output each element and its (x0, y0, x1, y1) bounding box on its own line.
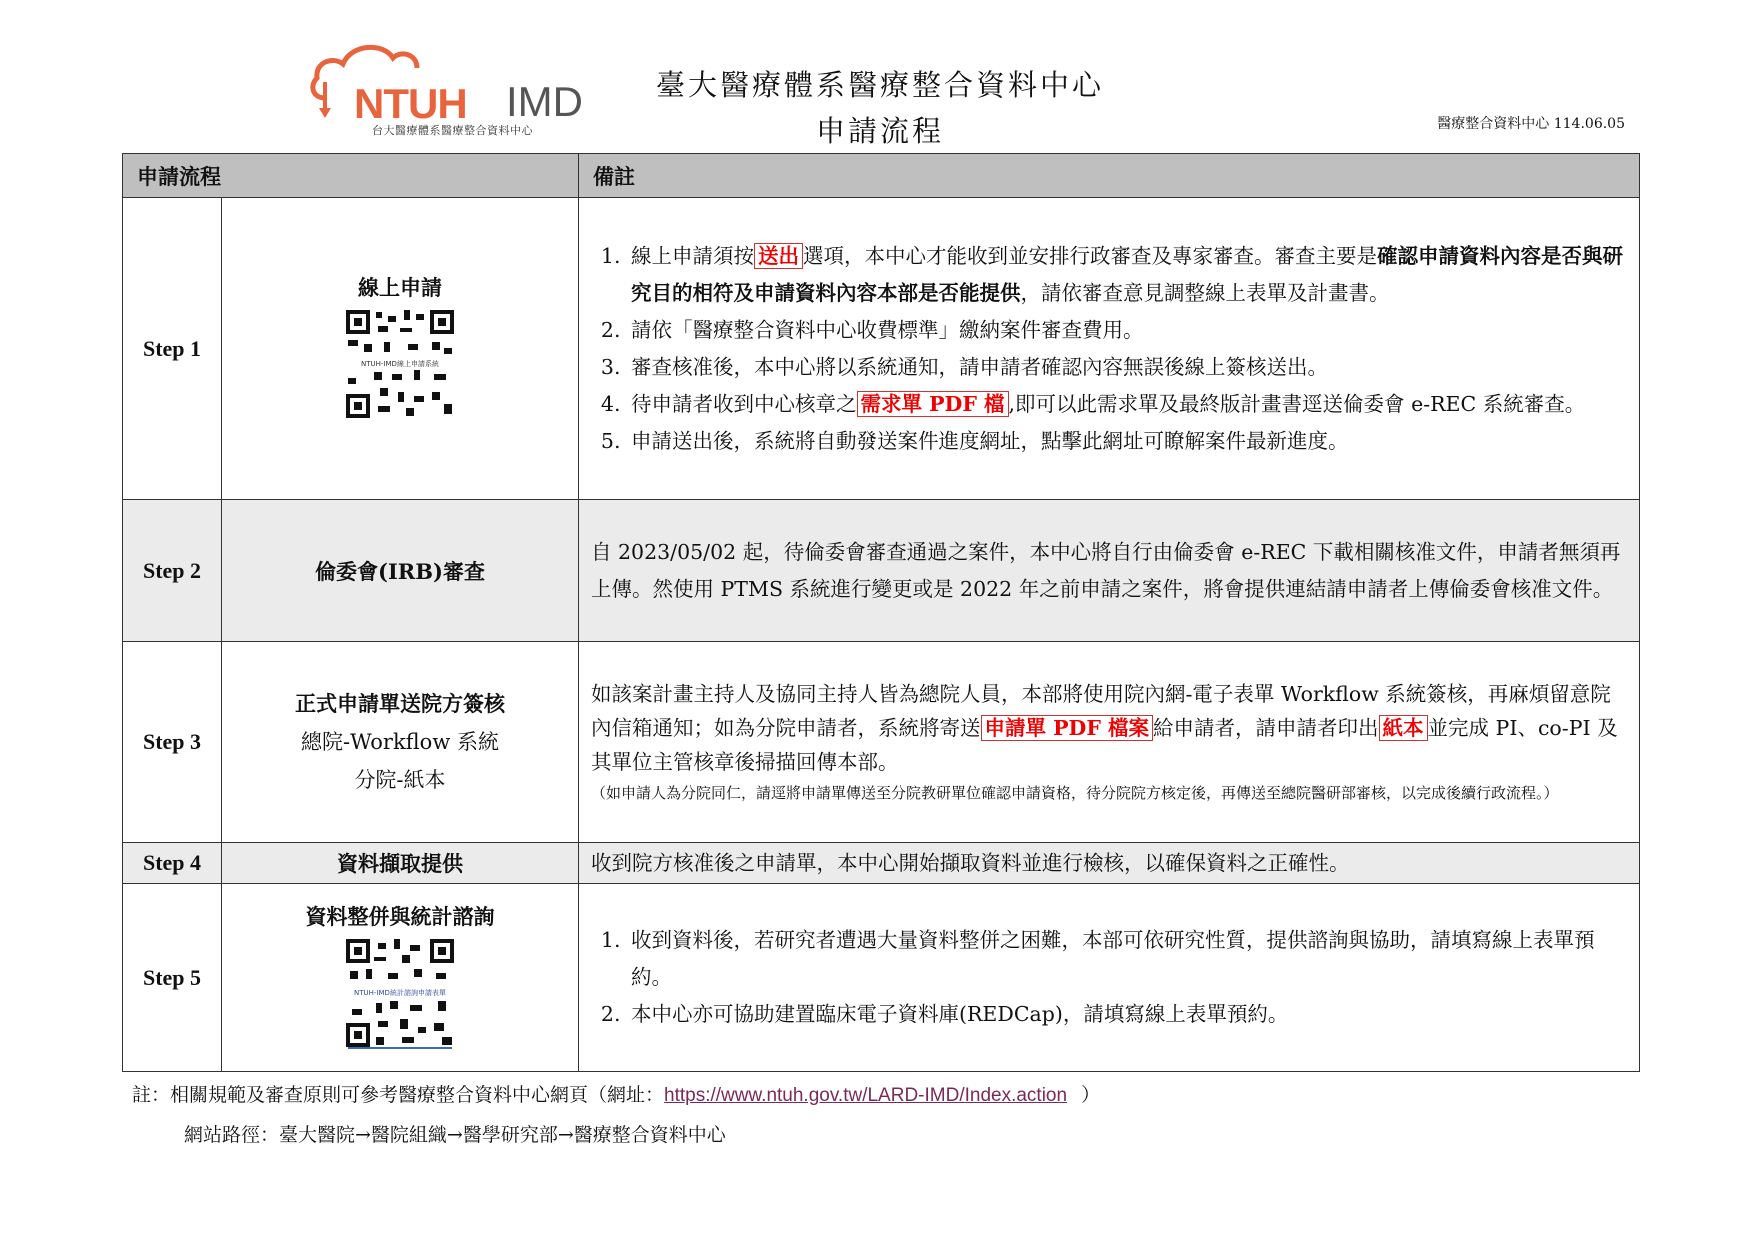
step-notes: 收到院方核准後之申請單，本中心開始擷取資料並進行檢核，以確保資料之正確性。 (579, 843, 1640, 884)
step-label: Step 1 (123, 198, 222, 500)
logo-subtitle: 台大醫療體系醫療整合資料中心 (372, 124, 533, 137)
qr-caption: NTUH-IMD統計諮詢申請表單 (354, 988, 446, 997)
title-line-1: 臺大醫療體系醫療整合資料中心 (655, 68, 1104, 102)
qr-code-icon[interactable] (344, 308, 456, 420)
table-row (123, 500, 1640, 642)
step-notes: 1. 收到資料後，若研究者遭遇大量資料整併之困難，本部可依研究性質，提供諮詢與協助，請填寫線上表單預約。 2. 本中心亦可協助建置臨床電子資料庫(REDCap)，請填寫線上表單預約。 (579, 884, 1640, 1072)
table-row (123, 642, 1640, 843)
step-label: Step 4 (123, 843, 222, 884)
step-sub-1: 總院-Workflow 系統 (301, 730, 499, 754)
step-name: 資料擷取提供 (222, 843, 579, 884)
highlight-submit: 送出 (754, 243, 803, 269)
step-name-cell (222, 642, 579, 843)
step-name: 資料整併與統計諮詢 (305, 903, 495, 929)
highlight-pdf: 需求單 PDF 檔 (857, 391, 1009, 417)
step-name: 倫委會(IRB)審查 (222, 500, 579, 642)
title-line-2: 申請流程 (815, 114, 944, 148)
highlight-paper: 紙本 (1379, 715, 1428, 741)
logo-imd: IMD (506, 78, 583, 125)
step-label: Step 2 (123, 500, 222, 642)
table-row (123, 884, 1640, 1072)
step-small-note: （如申請人為分院同仁，請逕將申請單傳送至分院教研單位確認申請資格，待分院院方核定後，再傳送至總院醫研部審核，以完成後續行政流程。） (591, 784, 1559, 802)
footer-site-path: 網站路徑：臺大醫院→醫院組織→醫學研究部→醫療整合資料中心 (184, 1124, 726, 1146)
step-notes: 1. 線上申請須按 送出 選項，本中心才能收到並安排行政審查及專家審查。審查主要是確認申請資料內容是否與研究目的相符及申請資料內容本部是否能提供，請依審查意見調整線上表單及計畫書。 2. 請依「醫療整合資料中心收費標準」繳納案件審查費用。 3. 審查核准後，本中心將以系統通知，請申請者確認內容無誤後線上簽核送出。 4. 待申請者收到中心核章之 需求單 PDF 檔 ,即可以此需求單及最終版計畫書逕送倫委會 e-REC 系統審查。 5. 申請送出後，系統將自動發送案件進度網址，點擊此網址可瞭解案件最新進度。 (579, 198, 1640, 500)
step-notes: 如該案計畫主持人及協同主持人皆為總院人員，本部將使用院內網-電子表單 Workflow 系統簽核，再麻煩留意院內信箱通知；如為分院申請者，系統將寄送 申請單 PDF 檔案 給申請者，請申請者印出 紙本 並完成 PI、co-PI 及其單位主管核章後掃描回傳本部。 （如申請人為分院同仁，請逕將申請單傳送至分院教研單位確認申請資格，待分院院方核定後，再傳送至總院醫研部審核，以完成後續行政流程。） (579, 642, 1640, 843)
website-link[interactable]: https://www.ntuh.gov.tw/LARD-IMD/Index.action (664, 1085, 1068, 1106)
version-label: 醫療整合資料中心 114.06.05 (1437, 116, 1625, 132)
qr-code-icon[interactable] (344, 937, 456, 1049)
step-name: 正式申請單送院方簽核 (295, 691, 505, 716)
step-label: Step 3 (123, 642, 222, 843)
step-name-cell (222, 884, 579, 1072)
step-sub-2: 分院-紙本 (354, 768, 446, 792)
page-title (620, 62, 1140, 154)
table-row (123, 843, 1640, 884)
step-notes: 自 2023/05/02 起，待倫委會審查通過之案件，本中心將自行由倫委會 e-REC 下載相關核准文件，申請者無須再上傳。然使用 PTMS 系統進行變更或是 2022 年之前申請之案件，將會提供連結請申請者上傳倫委會核准文件。 (579, 500, 1640, 642)
table-row (123, 198, 1640, 500)
step-label: Step 5 (123, 884, 222, 1072)
table-header-row (123, 154, 1640, 198)
step-name: 線上申請 (358, 274, 442, 300)
qr-caption: NTUH-IMD線上申請系統 (361, 359, 439, 368)
highlight-pdf-file: 申請單 PDF 檔案 (981, 715, 1154, 741)
application-flow-table (122, 153, 1640, 1072)
footer-note: 註：相關規範及審查原則可參考醫療整合資料中心網頁（網址：https://www.ntuh.gov.tw/LARD-IMD/Index.action ） (132, 1084, 1101, 1106)
step-name-cell (222, 198, 579, 500)
col-header-notes: 備註 (579, 154, 1640, 198)
col-header-flow: 申請流程 (123, 154, 579, 198)
logo-ntuh: NTUH (354, 80, 467, 127)
